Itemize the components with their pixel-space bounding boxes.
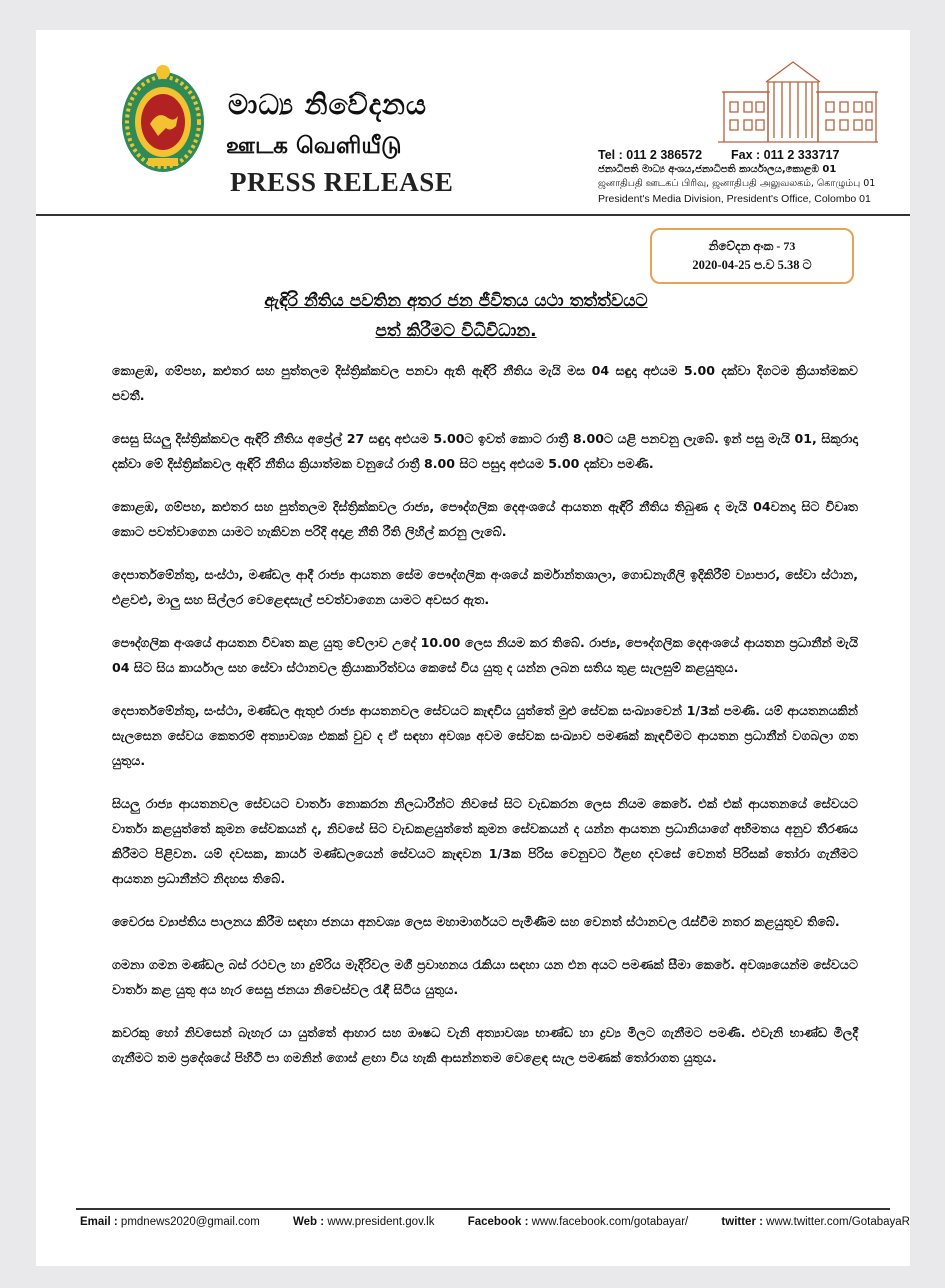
footer-twitter (721, 1216, 910, 1228)
office-english: President's Media Division, President's Office, Colombo 01 (598, 193, 871, 205)
email-label: Email : (80, 1216, 118, 1228)
sri-lanka-emblem-icon (120, 62, 206, 174)
contact-block (598, 148, 888, 205)
paragraph: කවරකු හෝ නිවසෙන් බැහැර යා යුත්තේ ආහාර සහ ඖෂධ වැනි අත්‍යාවශ්‍ය භාණ්ඩ හා ද්‍රව්‍ය මිලට ගැනීමට පමණි. එවැනි භාණ්ඩ මිලදී ගැනීමට තම ප්‍රදේශයේ පිහිටි පා ගමනින් ගොස් ළඟා විය හැකි ආසන්නතම වෙළෙඳ සැල පමණක් තෝරාගත යුතුය. (112, 1025, 858, 1065)
paragraph: දෙපාර්තමේන්තු, සංස්ථා, මණ්ඩල ඇතුළු රාජ්‍ය ආයතනවල සේවයට කැඳවිය යුත්තේ මුළු සේවක සංඛ්‍යාවෙන් 1/3ක් පමණි. යම් ආයතනයකින් සැලසෙන සේවය කෙතරම් අත්‍යාවශ්‍ය එකක් වුව ද ඒ සඳහා අවශ්‍ය අවම සේවක සංඛ්‍යාව පමණක් කැඳවීමට ආයතන ප්‍රධානීන් වගබලා ගත යුතුය. (112, 703, 858, 768)
paragraph: සෙසු සියලු දිස්ත්‍රික්කවල ඇඳිරි නීතිය අප්‍රේල් 27 සඳුදා අළුයම 5.00ට ඉවත් කොට රාත්‍රී 8.00ට යළි පනවනු ලැබේ. ඉන් පසු මැයි 01, සිකුරාදා දක්වා මේ දිස්ත්‍රික්කවල ඇඳිරි නීතිය ක්‍රියාත්මක වනුයේ රාත්‍රී 8.00 සිට පසුදා අළුයම 5.00 දක්වා පමණි. (112, 431, 858, 471)
footer (80, 1216, 910, 1228)
title-sinhala: මාධ්‍ය නිවේදනය (228, 88, 427, 121)
twitter-link[interactable]: www.twitter.com/GotabayaR (766, 1216, 910, 1228)
headline-line-1: ඇඳිරි නීතිය පවතින අතර ජන ජීවිතය යථා තත්ත්වයට (264, 291, 648, 311)
twitter-label: twitter : (721, 1216, 763, 1228)
press-release-page (36, 30, 910, 1266)
tel-fax-line (598, 148, 888, 162)
facebook-label: Facebook : (467, 1216, 529, 1228)
office-sinhala: ජනාධිපති මාධ්‍ය අංශය,ජනාධිපති කාර්යාලය,කොළඹ 01 (598, 164, 837, 175)
footer-divider (76, 1208, 890, 1210)
footer-web (293, 1216, 434, 1228)
paragraph: කොළඹ, ගම්පහ, කළුතර සහ පුත්තලම දිස්ත්‍රික්කවල රාජ්‍ය, පෞද්ගලික දෙඅංශයේ ආයතන ඇඳිරි නීතිය තිබුණ ද මැයි 04වනදා සිට විවෘත කොට පවත්වාගෙන යාමට හැකිවන පරිදි අදාළ නීති රීති ලිහිල් කරනු ලැබේ. (112, 499, 858, 539)
presidential-secretariat-building-icon (708, 52, 888, 148)
paragraph: සියලු රාජ්‍ය ආයතනවල සේවයට වාර්තා නොකරන නිලධාරීන්ට නිවසේ සිට වැඩකරන ලෙස නියම කෙරේ. එක් එක් ආයතනයේ සේවයට වාර්තා කළයුත්තේ කුමන සේවකයන් ද, නිවසේ සිට වැඩකළයුත්තේ කුමන සේවකයන් ද යන්න ආයතන ප්‍රධානියාගේ අභිමතය අනුව තීරණය කිරීමට පිළිවන. යම් දවසක, කාර්ය මණ්ඩලයෙන් සේවයට කැඳවන 1/3ක පිරිස වෙනුවට ඊළඟ දවසේ වෙනත් පිරිසක් තෝරා ගැනීමට ආයතන ප්‍රධානීන්ට නිදහස තිබේ. (112, 796, 858, 886)
title-tamil: ஊடக வெளியீடு (226, 133, 402, 159)
header-divider (36, 214, 910, 216)
office-tamil: ஜனாதிபதி ஊடகப் பிரிவு, ஜனாதிபதி அலுவலகம், கொழும்பு 01 (598, 178, 876, 189)
headline (156, 286, 756, 346)
paragraph: දෙපාර්තමේන්තු, සංස්ථා, මණ්ඩල ආදී රාජ්‍ය ආයතන සේම පෞද්ගලික අංශයේ කර්මාන්තශාලා, ගොඩනැගිලි ඉදිකිරීම් ව්‍යාපාර, සේවා ස්ථාන, එළවළු, මාලු සහ සිල්ලර වෙළෙඳසැල් පවත්වාගෙන යාමට අවසර ඇත. (112, 567, 858, 607)
notice-box (650, 228, 854, 284)
email-link[interactable]: pmdnews2020@gmail.com (120, 1216, 260, 1228)
web-label: Web : (293, 1216, 325, 1228)
tel-label: Tel (598, 148, 616, 162)
footer-facebook (468, 1216, 689, 1228)
web-link[interactable]: www.president.gov.lk (327, 1216, 435, 1228)
paragraph: කොළඹ, ගම්පහ, කළුතර සහ පුත්තලම දිස්ත්‍රික්කවල පනවා ඇති ඇඳිරි නීතිය මැයි මස 04 සඳුදා අළුයම 5.00 දක්වා දිගටම ක්‍රියාත්මකව පවතී. (112, 363, 858, 403)
headline-line-2: පත් කිරීමට විධිවිධාන. (375, 321, 537, 341)
notice-number: නිවේදන අංක - 73 (708, 239, 796, 253)
paragraph: වෛරස ව්‍යාප්තිය පාලනය කිරීම සඳහා ජනයා අනවශ්‍ය ලෙස මහාමාර්ගයට පැමිණීම සහ වෙනත් ස්ථානවල රැස්වීම නතර කළයුතුව තිබේ. (112, 914, 840, 929)
fax-number: : 011 2 333717 (756, 148, 840, 162)
paragraph: ගමනා ගමන මණ්ඩල බස් රථවල හා දුම්රිය මැදිරිවල මගී ප්‍රවාහනය රැකියා සඳහා යන එන අයට පමණක් සීමා කෙරේ. අවශ්‍යයෙන්ම සේවයට වාර්තා කළ යුතු අය හැර සෙසු ජනයා නිවෙස්වල රැඳී සිටිය යුතුය. (112, 957, 858, 997)
footer-email (80, 1216, 260, 1228)
title-english: PRESS RELEASE (230, 167, 454, 197)
notice-datetime: 2020-04-25 ප.ව 5.38 ට (692, 258, 812, 272)
paragraph: පෞද්ගලික අංශයේ ආයතන විවෘත කළ යුතු වේලාව උදේ 10.00 ලෙස නියම කර තිබේ. රාජ්‍ය, පෞද්ගලික දෙඅංශයේ ආයතන ප්‍රධානීන් මැයි 04 සිට සිය කාර්යාල සහ සේවා ස්ථානවල ක්‍රියාකාරිත්වය කෙසේ විය යුතු ද යන්න ලබන සතිය තුළ සැලසුම් කළයුතුය. (112, 635, 858, 675)
fax-label: Fax (731, 148, 753, 162)
body-text (112, 358, 858, 1088)
tel-number: : 011 2 386572 (618, 148, 703, 162)
facebook-link[interactable]: www.facebook.com/gotabayar/ (531, 1216, 689, 1228)
